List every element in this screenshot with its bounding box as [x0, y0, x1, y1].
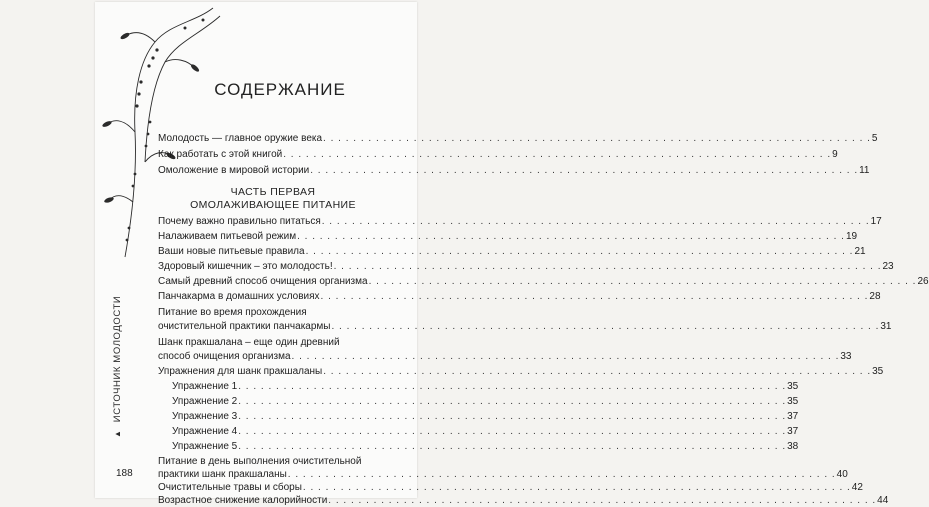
toc-entry[interactable]: Как работать с этой книгой . . . 9 [158, 148, 388, 161]
toc-entry[interactable]: Омоложение в мировой истории . . . 11 [158, 164, 388, 177]
part-heading: ЧАСТЬ ПЕРВАЯ [230, 186, 316, 198]
toc-sub-entry[interactable]: Упражнение 3 . . . 37 [158, 410, 388, 423]
toc-sub-entry[interactable]: Упражнение 1 . . . 35 [158, 380, 388, 393]
toc-entry[interactable]: Здоровый кишечник – это молодость! . . . 23 [158, 260, 388, 273]
book-title-side-label [112, 296, 123, 438]
toc-entry[interactable]: способ очищения организма . . . 33 [158, 350, 388, 363]
page-title: СОДЕРЖАНИЕ [214, 80, 346, 99]
toc-entry[interactable]: Налаживаем питьевой режим . . . 19 [158, 230, 388, 243]
toc-entry-line[interactable]: Шанк пракшалана – еще один древний [158, 337, 340, 348]
toc-entry[interactable]: Очистительные травы и сборы . . . 42 [158, 481, 388, 494]
toc-entry[interactable]: Молодость — главное оружие века . . . 5 [158, 132, 388, 145]
toc-entry[interactable]: очистительной практики панчакармы . . . 31 [158, 320, 388, 333]
triangle-marker-icon: ▲ [113, 429, 122, 438]
toc-entry[interactable]: Возрастное снижение калорийности . . . 44 [158, 494, 388, 500]
part-subheading: ОМОЛАЖИВАЮЩЕЕ ПИТАНИЕ [190, 199, 356, 211]
toc-sub-entry[interactable]: Упражнение 5 . . . 38 [158, 440, 388, 453]
toc-entry[interactable]: Упражнения для шанк пракшаланы . . . 35 [158, 365, 388, 378]
toc-sub-entry[interactable]: Упражнение 4 . . . 37 [158, 425, 388, 438]
page-number: 188 [116, 468, 133, 479]
toc-entry[interactable]: Почему важно правильно питаться . . . 17 [158, 215, 388, 228]
side-label-text: ИСТОЧНИК МОЛОДОСТИ [112, 295, 123, 423]
toc-entry-line[interactable]: Питание в день выполнения очистительной [158, 456, 362, 467]
toc-sub-entry[interactable]: Упражнение 2 . . . 35 [158, 395, 388, 408]
toc-entry[interactable]: Панчакарма в домашних условиях . . . 28 [158, 290, 388, 303]
toc-entry[interactable]: Ваши новые питьевые правила . . . 21 [158, 245, 388, 258]
toc-entry-line[interactable]: Питание во время прохождения [158, 307, 307, 318]
toc-entry[interactable]: Самый древний способ очищения организма . . . 26 [158, 275, 388, 288]
toc-entry[interactable]: практики шанк пракшаланы . . . 40 [158, 468, 388, 481]
